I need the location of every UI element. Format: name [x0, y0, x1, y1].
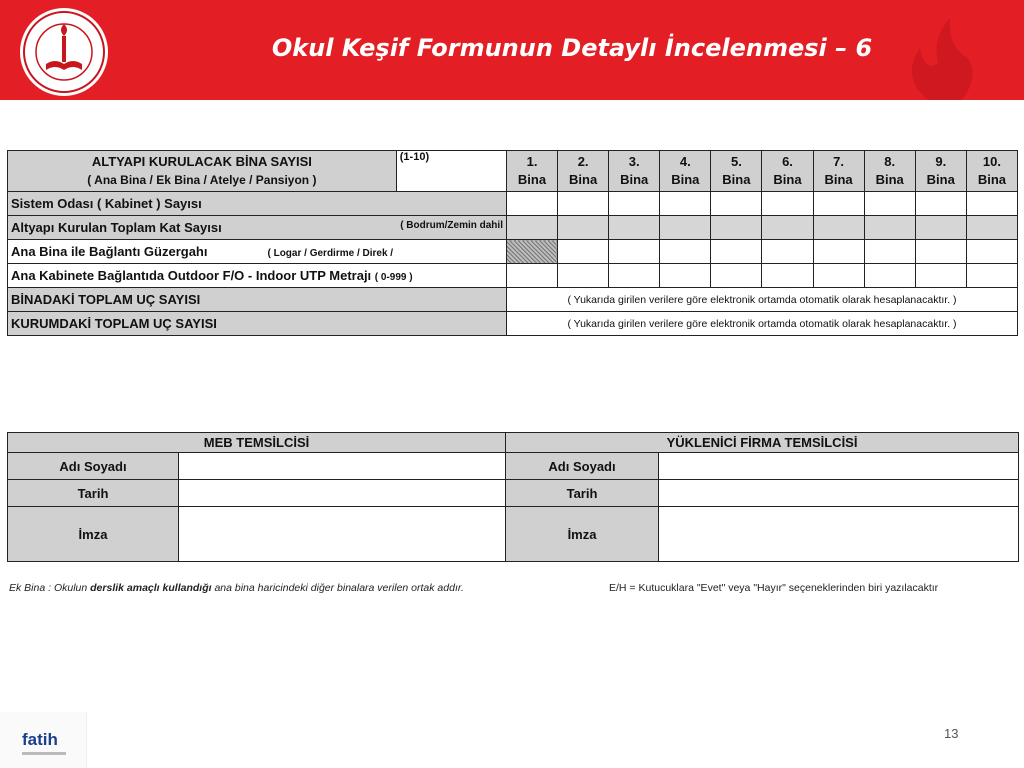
building-count-table	[7, 150, 1018, 336]
input-cell[interactable]	[915, 192, 966, 216]
input-cell[interactable]	[762, 240, 813, 264]
meb-representative-header: MEB TEMSİLCİSİ	[8, 433, 506, 453]
input-cell[interactable]	[966, 240, 1017, 264]
input-cell[interactable]	[558, 264, 609, 288]
meb-date-label: Tarih	[8, 480, 179, 507]
meb-date-field[interactable]	[179, 480, 506, 507]
bina-8-header: 8. Bina	[864, 151, 915, 192]
input-cell[interactable]	[711, 192, 762, 216]
input-cell[interactable]	[864, 264, 915, 288]
input-cell[interactable]	[762, 216, 813, 240]
fatih-logo	[0, 712, 87, 768]
ek-bina-definition: Ek Bina : Okulun derslik amaçlı kullandığı ana bina haricindeki diğer binalara verilen ortak addır.	[9, 582, 464, 594]
bina-3-header: 3. Bina	[609, 151, 660, 192]
input-cell[interactable]	[762, 192, 813, 216]
input-cell[interactable]	[558, 240, 609, 264]
signature-table	[7, 432, 1019, 562]
input-cell[interactable]	[660, 192, 711, 216]
contractor-signature-label: İmza	[506, 507, 659, 562]
bina-6-header: 6. Bina	[762, 151, 813, 192]
input-cell[interactable]	[813, 264, 864, 288]
table-row	[8, 312, 1018, 336]
input-cell[interactable]	[506, 216, 557, 240]
table-row	[8, 240, 1018, 264]
hatched-cell	[506, 240, 557, 264]
input-cell[interactable]	[558, 192, 609, 216]
input-cell[interactable]	[864, 216, 915, 240]
input-cell[interactable]	[711, 240, 762, 264]
eh-note: E/H = Kutucuklara "Evet" veya "Hayır" seçeneklerinden biri yazılacaktır	[609, 582, 939, 594]
input-cell[interactable]	[660, 264, 711, 288]
row-label: Altyapı Kurulan Toplam Kat Sayısı ( Bodrum/Zemin dahil	[8, 216, 507, 240]
contractor-signature-field[interactable]	[659, 507, 1019, 562]
bina-5-header: 5. Bina	[711, 151, 762, 192]
input-cell[interactable]	[966, 192, 1017, 216]
contractor-representative-header: YÜKLENİCİ FİRMA TEMSİLCİSİ	[506, 433, 1019, 453]
input-cell[interactable]	[506, 264, 557, 288]
slide-header	[0, 0, 1024, 100]
input-cell[interactable]	[711, 264, 762, 288]
table-row	[8, 216, 1018, 240]
input-cell[interactable]	[864, 192, 915, 216]
header-line-2: ( Ana Bina / Ek Bina / Atelye / Pansiyon )	[87, 173, 317, 187]
row-label: Ana Bina ile Bağlantı Güzergahı ( Logar / Gerdirme / Direk /	[8, 240, 507, 264]
input-cell[interactable]	[609, 192, 660, 216]
table-row	[8, 192, 1018, 216]
input-cell[interactable]	[813, 192, 864, 216]
bina-10-header: 10. Bina	[966, 151, 1017, 192]
input-cell[interactable]	[813, 216, 864, 240]
input-cell[interactable]	[966, 264, 1017, 288]
input-cell[interactable]	[915, 216, 966, 240]
input-cell[interactable]	[660, 216, 711, 240]
input-cell[interactable]	[660, 240, 711, 264]
meb-signature-label: İmza	[8, 507, 179, 562]
auto-calc-note: ( Yukarıda girilen verilere göre elektronik ortamda otomatik olarak hesaplanacaktır. )	[506, 288, 1017, 312]
fatih-logo-text: fatih	[22, 730, 58, 749]
input-cell[interactable]	[813, 240, 864, 264]
meb-name-label: Adı Soyadı	[8, 453, 179, 480]
contractor-name-label: Adı Soyadı	[506, 453, 659, 480]
bina-9-header: 9. Bina	[915, 151, 966, 192]
bina-1-header: 1. Bina	[506, 151, 557, 192]
input-cell[interactable]	[915, 240, 966, 264]
building-count-header	[8, 151, 397, 192]
page-title: Okul Keşif Formunun Detaylı İncelenmesi – 6	[271, 34, 873, 62]
auto-calc-note: ( Yukarıda girilen verilere göre elektronik ortamda otomatik olarak hesaplanacaktır. )	[506, 312, 1017, 336]
row-label: Sistem Odası ( Kabinet ) Sayısı	[8, 192, 507, 216]
input-cell[interactable]	[609, 264, 660, 288]
contractor-date-label: Tarih	[506, 480, 659, 507]
header-line-1: ALTYAPI KURULACAK BİNA SAYISI	[91, 154, 312, 169]
bina-4-header: 4. Bina	[660, 151, 711, 192]
contractor-name-field[interactable]	[659, 453, 1019, 480]
row-label: BİNADAKİ TOPLAM UÇ SAYISI	[8, 288, 507, 312]
range-label: (1-10)	[396, 151, 506, 192]
contractor-date-field[interactable]	[659, 480, 1019, 507]
input-cell[interactable]	[506, 192, 557, 216]
row-label: KURUMDAKİ TOPLAM UÇ SAYISI	[8, 312, 507, 336]
input-cell[interactable]	[966, 216, 1017, 240]
table-row	[8, 264, 1018, 288]
row-label: Ana Kabinete Bağlantıda Outdoor F/O - Indoor UTP Metrajı ( 0-999 )	[8, 264, 507, 288]
table-row	[8, 288, 1018, 312]
flame-watermark-icon	[880, 18, 1000, 100]
input-cell[interactable]	[609, 240, 660, 264]
input-cell[interactable]	[609, 216, 660, 240]
page-number: 13	[944, 726, 959, 741]
input-cell[interactable]	[915, 264, 966, 288]
input-cell[interactable]	[711, 216, 762, 240]
input-cell[interactable]	[864, 240, 915, 264]
meb-signature-field[interactable]	[179, 507, 506, 562]
bina-7-header: 7. Bina	[813, 151, 864, 192]
bina-2-header: 2. Bina	[558, 151, 609, 192]
meb-name-field[interactable]	[179, 453, 506, 480]
fatih-logo-underline	[22, 752, 66, 755]
input-cell[interactable]	[558, 216, 609, 240]
input-cell[interactable]	[762, 264, 813, 288]
